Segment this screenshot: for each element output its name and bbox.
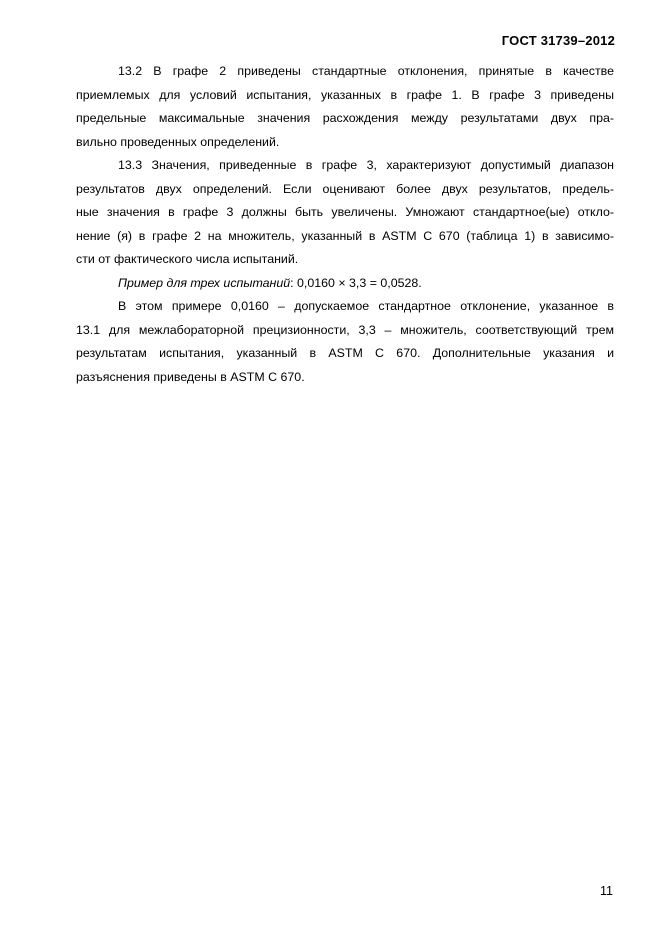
paragraph-13-3 — [76, 154, 614, 272]
document-header: ГОСТ 31739–2012 — [501, 33, 615, 48]
text-line: нение (я) в графе 2 на множитель, указанный в ASTM C 670 (таблица 1) в зависимо- — [76, 228, 614, 243]
paragraph-13-2 — [76, 60, 614, 154]
text-line: вильно проведенных определений. — [76, 134, 280, 149]
text-line: результатам испытания, указанный в ASTM C 670. Дополнительные указания и — [76, 346, 614, 360]
text-line: В этом примере 0,0160 – допускаемое стандартное отклонение, указанное в — [118, 299, 614, 313]
text-line: 13.2 В графе 2 приведены стандартные отклонения, принятые в качестве — [118, 64, 614, 78]
paragraph-explanation — [76, 295, 614, 389]
document-body — [76, 60, 614, 389]
text-line: сти от фактического числа испытаний. — [76, 252, 299, 266]
page-number: 11 — [600, 884, 613, 898]
text-line: 13.1 для межлабораторной прецизионности, 3,3 – множитель, соответствующий трем — [76, 322, 614, 337]
text-line: предельные максимальные значения расхождения между результатами двух пра- — [76, 111, 614, 125]
text-line: разъяснения приведены в ASTM C 670. — [76, 369, 305, 384]
text-line: приемлемых для условий испытания, указанных в графе 1. В графе 3 приведены — [76, 87, 614, 102]
example-formula: : 0,0160 × 3,3 = 0,0528. — [290, 275, 422, 290]
text-line: ные значения в графе 3 должны быть увеличены. Умножают стандартное(ые) откло- — [76, 205, 614, 219]
example-paragraph — [76, 272, 614, 296]
text-line: 13.3 Значения, приведенные в графе 3, характеризуют допустимый диапазон — [118, 158, 614, 172]
text-line: результатов двух определений. Если оценивают более двух результатов, предель- — [76, 181, 614, 196]
example-label: Пример для трех испытаний — [118, 275, 291, 290]
